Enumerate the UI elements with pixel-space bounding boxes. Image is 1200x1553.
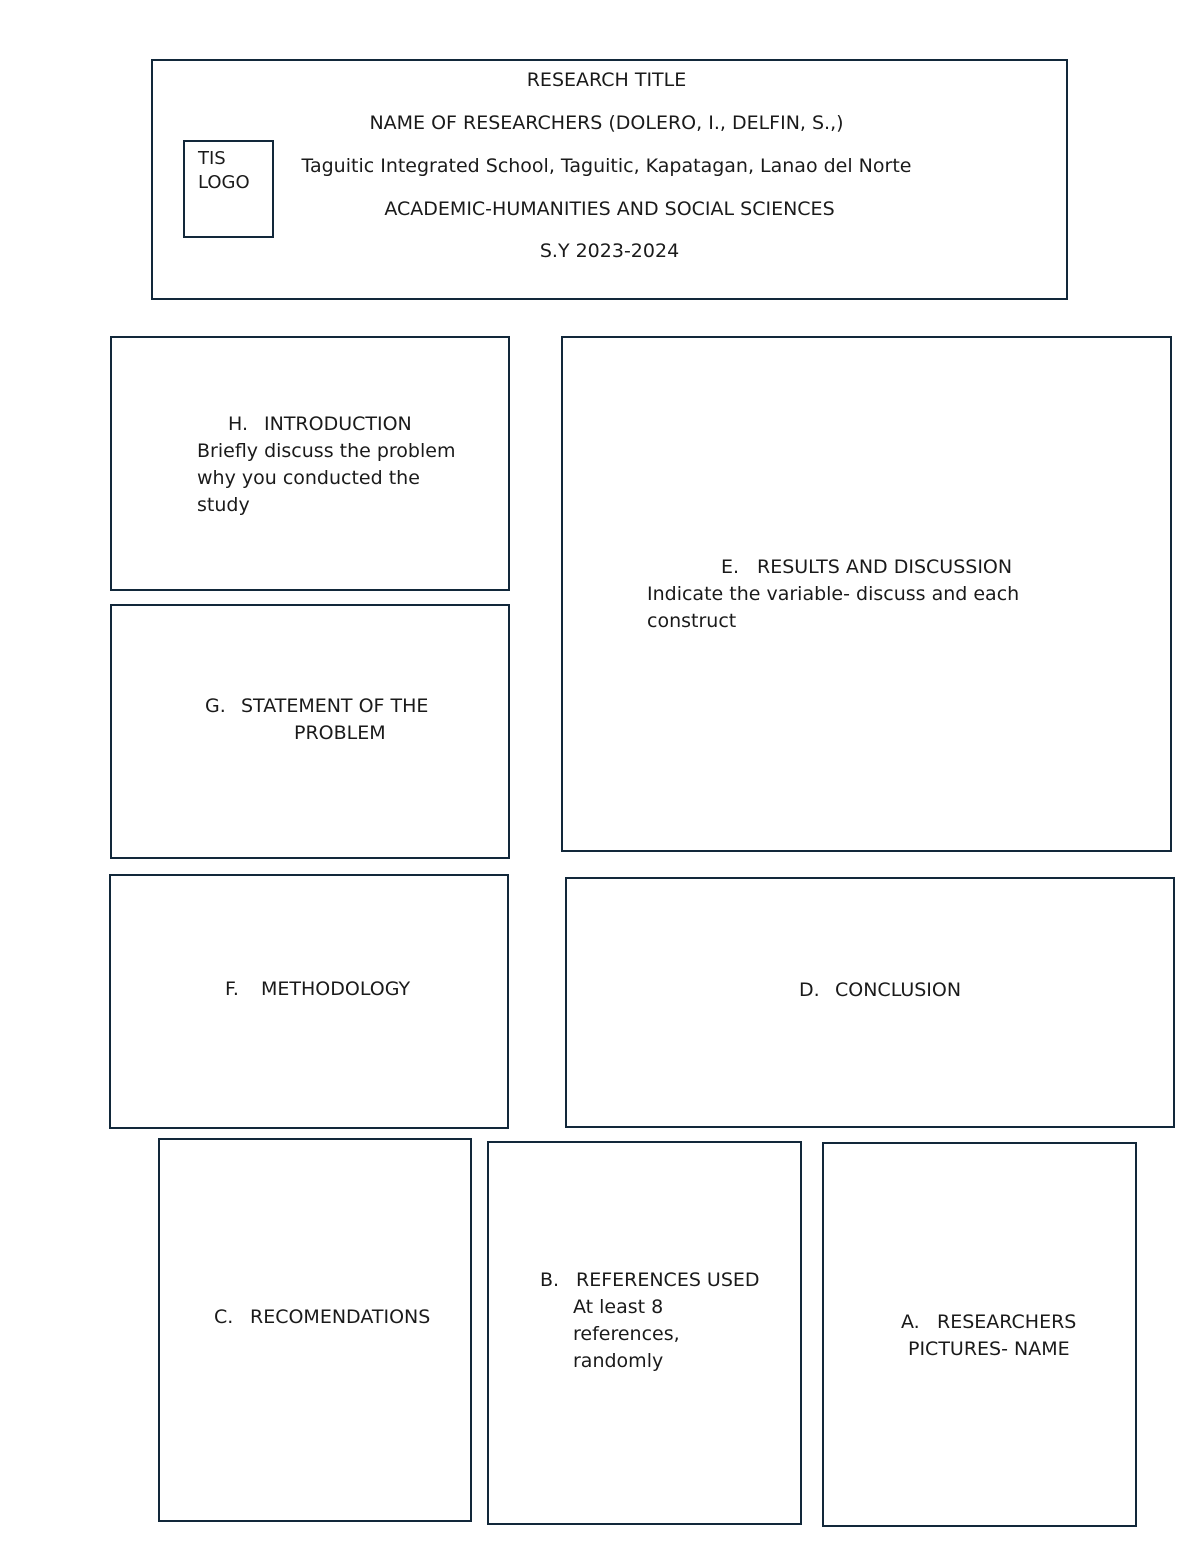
references-body-line: At least 8 — [573, 1296, 664, 1318]
results-discussion-section — [561, 336, 1172, 852]
references-body-line: references, — [573, 1323, 680, 1345]
logo-text-line2: LOGO — [198, 172, 250, 193]
methodology-title: METHODOLOGY — [261, 978, 411, 1000]
results-title: RESULTS AND DISCUSSION — [757, 556, 1013, 578]
school-name: Taguitic Integrated School, Taguitic, Kapatagan, Lanao del Norte — [301, 155, 912, 177]
conclusion-heading — [799, 977, 961, 1004]
introduction-heading — [228, 411, 412, 438]
logo-text-line1: TIS — [198, 148, 226, 169]
recommendations-heading — [214, 1304, 430, 1331]
statement-of-problem-section — [110, 604, 510, 859]
results-letter: E. — [721, 556, 740, 578]
introduction-body-line: why you conducted the — [197, 467, 420, 489]
conclusion-section — [565, 877, 1175, 1128]
recommendations-title: RECOMENDATIONS — [250, 1306, 431, 1328]
research-title: RESEARCH TITLE — [526, 69, 687, 91]
strand-name: ACADEMIC-HUMANITIES AND SOCIAL SCIENCES — [384, 198, 835, 220]
references-title: REFERENCES USED — [576, 1269, 760, 1291]
methodology-letter: F. — [225, 978, 239, 1000]
school-year: S.Y 2023-2024 — [539, 240, 680, 262]
statement-title-line1: STATEMENT OF THE — [241, 695, 429, 717]
introduction-body-line: Briefly discuss the problem — [197, 440, 456, 462]
researchers-title-line2: PICTURES- NAME — [908, 1338, 1070, 1360]
researchers-heading-line1 — [901, 1309, 1076, 1336]
header-box — [151, 59, 1068, 300]
recommendations-letter: C. — [214, 1306, 234, 1328]
references-letter: B. — [540, 1269, 560, 1291]
introduction-body-line: study — [197, 494, 250, 516]
statement-letter: G. — [205, 695, 226, 717]
references-body-line: randomly — [573, 1350, 664, 1372]
logo-placeholder — [183, 140, 274, 238]
recommendations-section — [158, 1138, 472, 1522]
results-heading — [721, 554, 1012, 581]
researchers-letter: A. — [901, 1311, 920, 1333]
results-body-line: construct — [647, 610, 737, 632]
introduction-section — [110, 336, 510, 591]
introduction-letter: H. — [228, 413, 248, 435]
references-heading — [540, 1267, 760, 1294]
references-section — [487, 1141, 802, 1525]
results-body-line: Indicate the variable- discuss and each — [647, 583, 1020, 605]
methodology-section — [109, 874, 509, 1129]
researchers-title-line1: RESEARCHERS — [937, 1311, 1077, 1333]
statement-title-line2: PROBLEM — [294, 722, 386, 744]
conclusion-title: CONCLUSION — [835, 979, 962, 1001]
methodology-heading — [225, 976, 410, 1003]
statement-heading-line1 — [205, 693, 428, 720]
introduction-title: INTRODUCTION — [264, 413, 412, 435]
researchers-pictures-section — [822, 1142, 1137, 1527]
researchers-names: NAME OF RESEARCHERS (DOLERO, I., DELFIN, S.,) — [369, 112, 844, 134]
conclusion-letter: D. — [799, 979, 820, 1001]
